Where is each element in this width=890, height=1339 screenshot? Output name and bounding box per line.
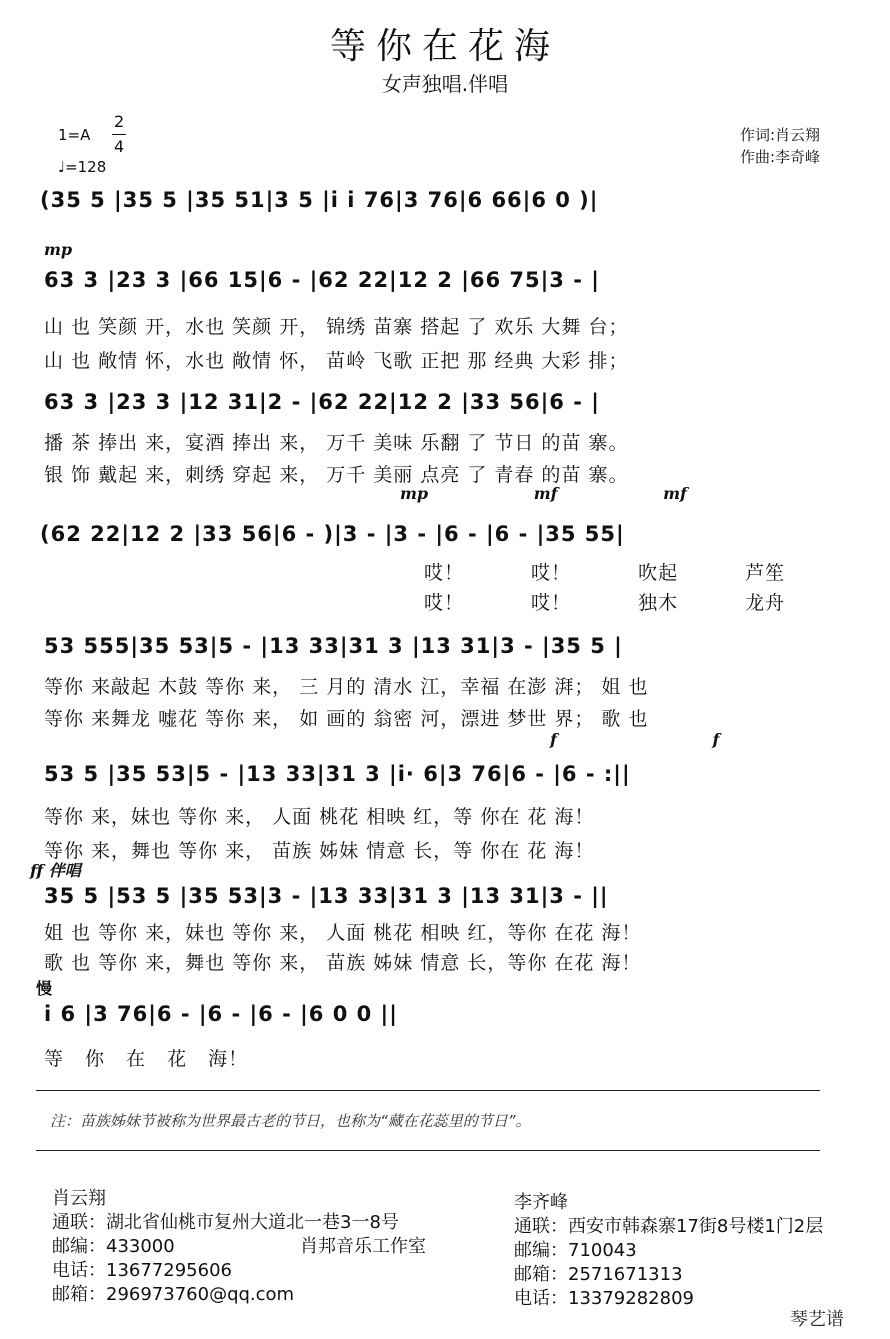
notation-row: 53 555|35 53|5 - |13 33|31 3 |13 31|3 - |35 5 | bbox=[44, 634, 623, 658]
tempo-marking: ♩=128 bbox=[58, 158, 107, 176]
divider bbox=[36, 1090, 820, 1091]
dynamic-marking: ff 伴唱 bbox=[30, 861, 81, 880]
lyric-line: 银 饰 戴起 来，刺绣 穿起 来， 万千 美丽 点亮 了 青春 的苗 寨。 bbox=[44, 464, 629, 486]
contact-left-studio: 肖邦音乐工作室 bbox=[300, 1236, 426, 1257]
time-signature-top: 2 bbox=[114, 112, 125, 131]
dynamic-marking: mp bbox=[44, 240, 73, 259]
lyric-line: 山 也 笑颜 开，水也 笑颜 开， 锦绣 苗寨 搭起 了 欢乐 大舞 台； bbox=[44, 316, 629, 338]
lyric-line: 等你 来舞龙 嘘花 等你 来， 如 画的 翁密 河，漂进 梦世 界； 歌 也 bbox=[44, 708, 649, 730]
dynamic-marking: f f bbox=[550, 730, 720, 749]
contact-right-address: 通联：西安市韩森寨17街8号楼1门2层 bbox=[514, 1216, 824, 1237]
song-subtitle: 女声独唱.伴唱 bbox=[381, 72, 509, 96]
notation-row: (35 5 |35 5 |35 51|3 5 |i i 76|3 76|6 66|6 0 )| bbox=[40, 188, 599, 212]
lyric-line: 姐 也 等你 来，妹也 等你 来， 人面 桃花 相映 红，等你 在花 海！ bbox=[44, 922, 642, 944]
lyric-line: 歌 也 等你 来，舞也 等你 来， 苗族 姊妹 情意 长，等你 在花 海！ bbox=[44, 952, 642, 974]
lyric-line: 等你 来敲起 木鼓 等你 来， 三 月的 清水 江，幸福 在澎 湃； 姐 也 bbox=[44, 676, 649, 698]
contact-right-postcode: 邮编：710043 bbox=[514, 1240, 637, 1261]
lyric-line: 播 茶 捧出 来，宴酒 捧出 来， 万千 美味 乐翻 了 节日 的苗 寨。 bbox=[44, 432, 629, 454]
lyric-line: 等 你 在 花 海！ bbox=[44, 1048, 249, 1070]
notation-row: 63 3 |23 3 |66 15|6 - |62 22|12 2 |66 75|3 - | bbox=[44, 268, 600, 292]
time-signature-bottom: 4 bbox=[114, 137, 125, 156]
contact-right-name: 李齐峰 bbox=[514, 1192, 568, 1213]
lyric-line: 等你 来，舞也 等你 来， 苗族 姊妹 情意 长，等 你在 花 海！ bbox=[44, 840, 595, 862]
notation-row: 63 3 |23 3 |12 31|2 - |62 22|12 2 |33 56|6 - | bbox=[44, 390, 600, 414]
time-signature-line bbox=[112, 134, 126, 135]
footnote: 注：苗族姊妹节被称为世界最古老的节日，也称为“藏在花蕊里的节日”。 bbox=[50, 1112, 531, 1130]
dynamic-marking: mp mf mf bbox=[400, 484, 687, 503]
divider bbox=[36, 1150, 820, 1151]
contact-left-email: 邮箱：296973760@qq.com bbox=[52, 1284, 295, 1305]
dynamic-marking: 慢 bbox=[36, 979, 53, 998]
composer-credit: 作曲:李奇峰 bbox=[740, 148, 821, 166]
lyric-line: 山 也 敞情 怀，水也 敞情 怀， 苗岭 飞歌 正把 那 经典 大彩 排； bbox=[44, 350, 629, 372]
lyric-line: 哎！ 哎！ 独木 龙舟 bbox=[424, 592, 786, 614]
notation-row: i 6 |3 76|6 - |6 - |6 - |6 0 0 || bbox=[44, 1002, 398, 1026]
contact-left-address: 通联：湖北省仙桃市复州大道北一巷3一8号 bbox=[52, 1212, 399, 1233]
watermark-logo: 琴艺谱 bbox=[790, 1309, 844, 1330]
notation-row: 53 5 |35 53|5 - |13 33|31 3 |i· 6|3 76|6 - |6 - :|| bbox=[44, 762, 631, 786]
contact-left-phone: 电话：13677295606 bbox=[52, 1260, 232, 1281]
lyric-line: 等你 来，妹也 等你 来， 人面 桃花 相映 红，等 你在 花 海！ bbox=[44, 806, 595, 828]
lyricist-credit: 作词:肖云翔 bbox=[740, 126, 821, 144]
notation-row: (62 22|12 2 |33 56|6 - )|3 - |3 - |6 - |6 - |35 55| bbox=[40, 522, 625, 546]
contact-right-phone: 电话：13379282809 bbox=[514, 1288, 694, 1309]
song-title: 等你在花海 bbox=[329, 26, 560, 67]
contact-right-email: 邮箱：2571671313 bbox=[514, 1264, 683, 1285]
contact-left-name: 肖云翔 bbox=[52, 1188, 106, 1209]
key-signature: 1=A bbox=[58, 126, 91, 144]
lyric-line: 哎！ 哎！ 吹起 芦笙 bbox=[424, 562, 786, 584]
contact-left-postcode: 邮编：433000 bbox=[52, 1236, 175, 1257]
notation-row: 35 5 |53 5 |35 53|3 - |13 33|31 3 |13 31|3 - || bbox=[44, 884, 609, 908]
